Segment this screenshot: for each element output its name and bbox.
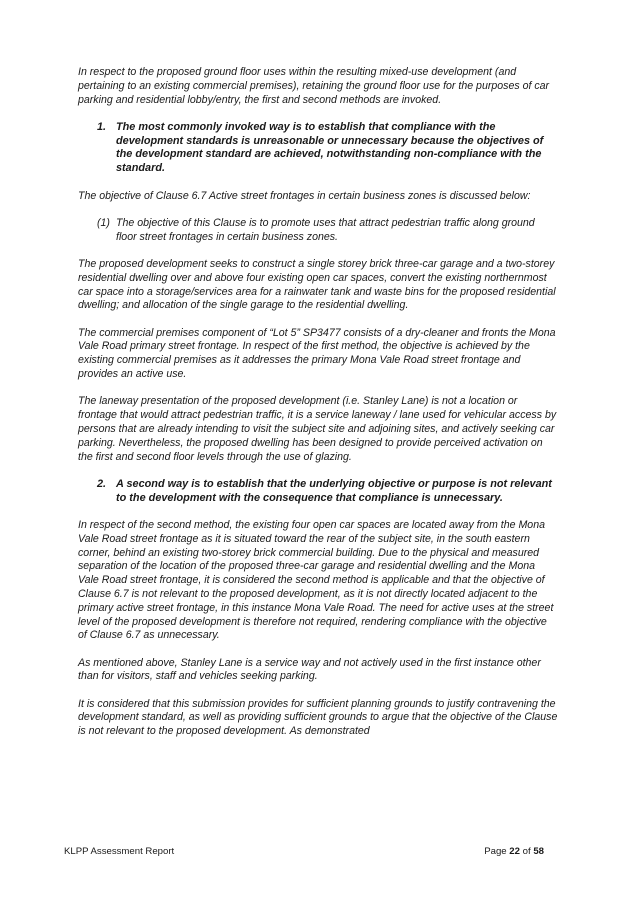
item-text: A second way is to establish that the underlying objective or purpose is not relevant to the development with the consequence that compliance is unnecessary. [116,477,552,504]
paragraph-intro: In respect to the proposed ground floor uses within the resulting mixed-use development (and pertaining to an existing commercial premises), retaining the ground floor use for the purposes of car parking and residential lobby/entry, the first and second methods are invoked. [78,66,550,106]
page-body [78,66,558,739]
page-of: of [522,846,531,857]
paragraph-laneway: The laneway presentation of the proposed development (i.e. Stanley Lane) is not a location or frontage that would attract pedestrian traffic, it is a service laneway / lane used for vehicular access by persons that are already intending to visit the subject site and adjoining sites, and actively seeking car parking. Nevertheless, the proposed dwelling has been designed to provide perceived activation on the first and second floor levels through the use of glazing. [78,395,557,463]
paragraph-stanley-lane: As mentioned above, Stanley Lane is a service way and not actively used in the first instance other than for visitors, staff and vehicles seeking parking. [78,656,541,683]
numbered-item-1 [97,121,558,176]
item-text: The most commonly invoked way is to establish that compliance with the development standards is unreasonable or unnecessary because the objectives of the development standard are achieved, notwithstanding non-compliance with the standard. [116,120,544,175]
page-prefix: Page [484,846,507,857]
page-number [484,846,544,857]
item-number: 2. [97,477,107,490]
paragraph-objective-intro: The objective of Clause 6.7 Active street frontages in certain business zones is discussed below: [78,189,531,202]
clause-objective-item [97,217,558,245]
page-current: 22 [509,846,520,857]
clause-number: (1) [97,216,110,229]
paragraph-proposal: The proposed development seeks to construct a single storey brick three-car garage and a two-storey residential dwelling over and above four existing open car spaces, convert the existing northernmost car space into a storage/services area for a rainwater tank and waste bins for the proposed residential dwelling; and allocation of the single garage to the residential dwelling. [78,257,556,312]
numbered-item-2 [97,478,558,506]
item-number: 1. [97,120,107,133]
clause-text: The objective of this Clause is to promote uses that attract pedestrian traffic along ground floor street frontages in certain business zones. [116,216,535,243]
report-name: KLPP Assessment Report [64,846,175,857]
paragraph-conclusion: It is considered that this submission provides for sufficient planning grounds to justify contravening the development standard, as well as providing sufficient grounds to argue that the objective of the Clause is not relevant to the proposed development. As demonstrated [78,697,558,738]
paragraph-commercial-premises: The commercial premises component of “Lot 5” SP3477 consists of a dry-cleaner and fronts the Mona Vale Road primary street frontage. In respect of the first method, the objective is achieved by the existing commercial premises as it addresses the primary Mona Vale Road street frontage and provides an active use. [78,326,556,381]
paragraph-second-method: In respect of the second method, the existing four open car spaces are located away from the Mona Vale Road street frontage as it is situated toward the rear of the subject site, in the south eastern corner, behind an existing two-storey brick commercial building. Due to the physical and measured separation of the location of the proposed three-car garage and residential dwelling and the Mona Vale Road street frontage, it is considered the second method is applicable and that the objective of Clause 6.7 is not relevant to the proposed development, as it is not directly located adjacent to the primary active street frontage, in this instance Mona Vale Road. The need for active uses at the street level of the proposed development is therefore not required, rendering compliance with the objective of Clause 6.7 as unnecessary. [78,518,554,642]
page-total: 58 [533,846,544,857]
